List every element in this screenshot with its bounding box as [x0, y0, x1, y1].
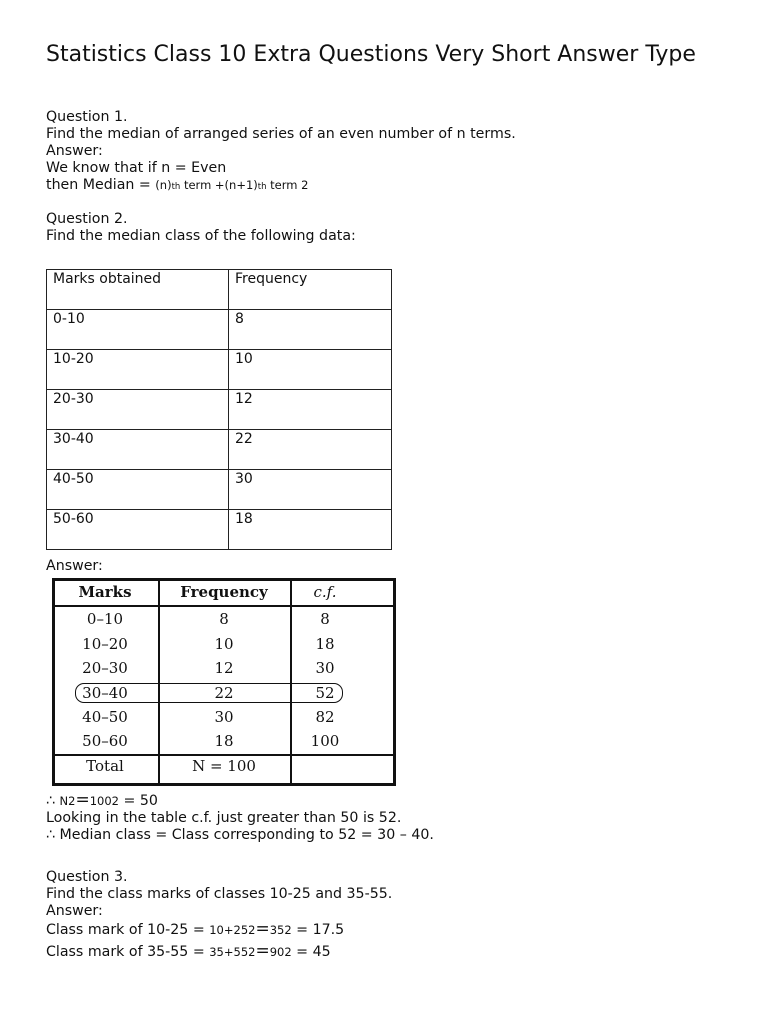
answer-cell: 40–50: [82, 708, 128, 726]
formula-part: = 17.5: [291, 922, 345, 938]
answer-line-formula: [46, 943, 392, 961]
answer-cell: 100: [310, 732, 340, 750]
question-3: [46, 869, 392, 961]
answer-line: ∴ Median class = Class corresponding to 52 = 30 – 40.: [46, 827, 434, 843]
answer-line-formula: [46, 177, 516, 196]
answer-cell: 10–20: [82, 635, 128, 653]
answer-line: Looking in the table c.f. just greater than 50 is 52.: [46, 810, 402, 826]
table-cell: 50-60: [47, 510, 229, 550]
answer-label: Answer:: [46, 558, 103, 574]
question-label: Question 3.: [46, 869, 128, 885]
answer-cell: 82: [315, 708, 335, 726]
table-header-row: [47, 270, 392, 310]
table-cell: 30-40: [47, 430, 229, 470]
formula-part: = 50: [119, 793, 158, 809]
formula-part: 35+552: [209, 945, 256, 959]
answer-total-label: Total: [86, 757, 124, 775]
answer-cell: 8: [320, 610, 330, 628]
table-header-cell: Frequency: [229, 270, 392, 310]
answer-cell: 30: [315, 659, 335, 677]
answer-header-cell: c.f.: [313, 583, 337, 601]
formula-part: term +(n+1): [180, 178, 258, 192]
data-table: [46, 269, 392, 550]
formula-part: 902: [269, 945, 292, 959]
table-cell: 22: [229, 430, 392, 470]
answer-cell: 30–40: [82, 684, 128, 702]
table-cell: 10: [229, 350, 392, 390]
answer-cell: 30: [214, 708, 234, 726]
answer-cell: 0–10: [86, 610, 124, 628]
table-row: [47, 510, 392, 550]
formula-part: N2: [59, 794, 76, 808]
formula-part: Class mark of 35-55 =: [46, 944, 210, 960]
answer-cell: 22: [214, 684, 234, 702]
table-cell: 40-50: [47, 470, 229, 510]
page-title: Statistics Class 10 Extra Questions Very Short Answer Type: [46, 42, 696, 67]
formula-part: th: [171, 182, 181, 192]
answer-line-formula: [46, 792, 434, 810]
answer-header-cell: Frequency: [180, 583, 268, 601]
question-2-answer: [46, 792, 434, 844]
answer-cell: 18: [214, 732, 234, 750]
answer-header-cell: Marks: [78, 583, 132, 601]
answer-total-value: N = 100: [192, 757, 256, 775]
table-cell: 20-30: [47, 390, 229, 430]
answer-table-image: [52, 578, 396, 786]
answer-cell: 10: [214, 635, 234, 653]
formula-part: (n): [155, 178, 172, 192]
question-label: Question 2.: [46, 211, 128, 227]
table-cell: 18: [229, 510, 392, 550]
table-row: [47, 350, 392, 390]
answer-line: We know that if n = Even: [46, 160, 227, 176]
formula-part: =: [255, 941, 270, 961]
formula-part: Class mark of 10-25 =: [46, 922, 210, 938]
formula-part: term 2: [266, 178, 309, 192]
question-text: Find the median class of the following data:: [46, 228, 356, 244]
formula-part: = 45: [291, 944, 331, 960]
table-cell: 30: [229, 470, 392, 510]
table-cell: 12: [229, 390, 392, 430]
formula-part: 352: [269, 923, 292, 937]
row-divider: [52, 605, 396, 607]
answer-cell: 52: [315, 684, 335, 702]
formula-part: ∴: [46, 793, 60, 809]
formula-part: 1002: [89, 794, 119, 808]
answer-cell: 18: [315, 635, 335, 653]
question-1: [46, 109, 516, 196]
answer-line-formula: [46, 921, 392, 939]
table-cell: 8: [229, 310, 392, 350]
table-row: [47, 310, 392, 350]
answer-cell: 8: [219, 610, 229, 628]
answer-cell: 12: [214, 659, 234, 677]
answer-cell: 20–30: [82, 659, 128, 677]
answer-label: Answer:: [46, 903, 103, 919]
table-cell: 10-20: [47, 350, 229, 390]
formula-part: =: [255, 919, 270, 939]
formula-prefix: then Median =: [46, 177, 156, 193]
question-label: Question 1.: [46, 109, 128, 125]
table-row: [47, 430, 392, 470]
table-header-cell: Marks obtained: [47, 270, 229, 310]
formula-part: th: [257, 182, 267, 192]
question-2: [46, 211, 356, 245]
question-text: Find the median of arranged series of an even number of n terms.: [46, 126, 516, 142]
row-divider: [52, 754, 396, 756]
question-text: Find the class marks of classes 10-25 and 35-55.: [46, 886, 393, 902]
formula-part: 10+252: [209, 923, 256, 937]
answer-cell: 50–60: [82, 732, 128, 750]
table-cell: 0-10: [47, 310, 229, 350]
formula-part: =: [75, 790, 90, 810]
table-row: [47, 390, 392, 430]
answer-label: Answer:: [46, 143, 103, 159]
table-row: [47, 470, 392, 510]
